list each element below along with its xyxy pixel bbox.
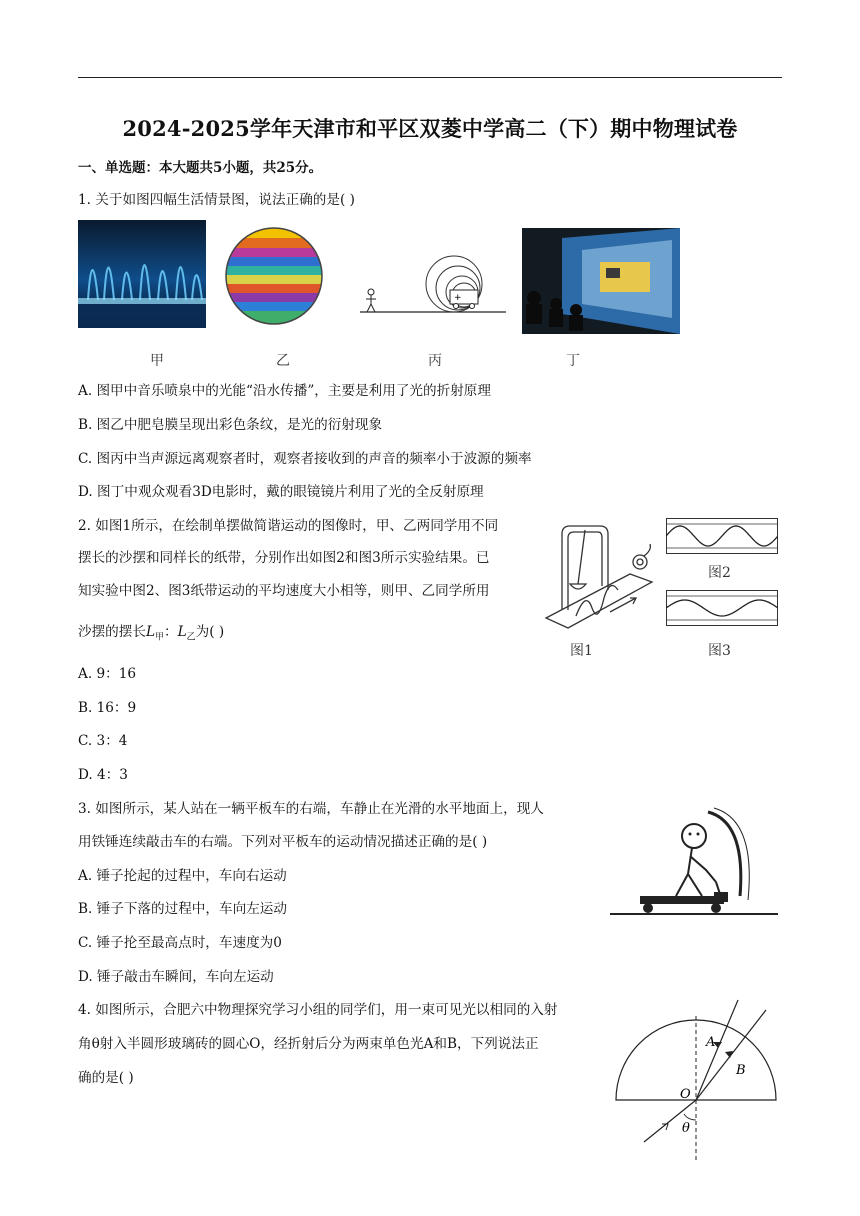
ratio-colon: ：: [164, 624, 178, 640]
q4-line-3: 确的是( ): [78, 1070, 134, 1086]
q4-line-2: 角θ射入半圆形玻璃砖的圆心O，经折射后分为两束单色光A和B，下列说法正: [78, 1036, 539, 1052]
sub-jia: 甲: [155, 632, 165, 643]
q2-option-c: C. 3：4: [78, 733, 128, 749]
q2-line-4: [78, 622, 224, 648]
3d-movie-photo: [522, 228, 680, 334]
label-B: B: [736, 1063, 746, 1078]
header-rule: [78, 77, 782, 78]
q3-line-2: 用铁锤连续敲击车的右端。下列对平板车的运动情况描述正确的是( ): [78, 834, 488, 850]
trace-fig2: [666, 518, 778, 554]
L-symbol-2: L: [177, 624, 187, 640]
q1-option-a: A. 图甲中音乐喷泉中的光能“沿水传播”，主要是利用了光的折射原理: [78, 383, 491, 399]
trace-fig3: [666, 590, 778, 626]
sand-pendulum-diagram: [540, 520, 658, 638]
fountain-photo: [78, 220, 206, 328]
q2-line-4-text: 沙摆的摆长: [78, 624, 146, 640]
soap-film-image: [224, 226, 324, 326]
q2-line-2: 摆长的沙摆和同样长的纸带，分别作出如图2和图3所示实验结果。已: [78, 550, 490, 566]
q1-stem: 1. 关于如图四幅生活情景图，说法正确的是( ): [78, 192, 355, 208]
caption-ding: 丁: [566, 353, 580, 369]
q3-line-1: 3. 如图所示，某人站在一辆平板车的右端，车静止在光滑的水平地面上，现人: [78, 801, 544, 817]
label-O: O: [680, 1087, 691, 1102]
q2-option-a: A. 9：16: [78, 666, 136, 682]
q2-option-b: B. 16：9: [78, 700, 137, 716]
caption-fig3: 图3: [708, 643, 731, 659]
q1-option-c: C. 图丙中当声源远离观察者时，观察者接收到的声音的频率小于波源的频率: [78, 451, 532, 467]
doppler-ambulance-diagram: [358, 232, 508, 320]
q2-option-d: D. 4：3: [78, 767, 128, 783]
svg-text:+: +: [454, 293, 462, 303]
label-theta: θ: [682, 1121, 690, 1136]
caption-bing: 丙: [428, 353, 442, 369]
cart-hammer-diagram: [610, 804, 780, 918]
caption-fig1: 图1: [570, 643, 593, 659]
label-A: A: [706, 1035, 716, 1050]
q4-line-1: 4. 如图所示，合肥六中物理探究学习小组的同学们，用一束可见光以相同的入射: [78, 1002, 558, 1018]
caption-jia: 甲: [150, 353, 164, 369]
q1-option-d: D. 图丁中观众观看3D电影时，戴的眼镜镜片利用了光的全反射原理: [78, 484, 484, 500]
q3-option-a: A. 锤子抡起的过程中，车向右运动: [78, 868, 287, 884]
q3-option-c: C. 锤子抡至最高点时，车速度为0: [78, 935, 282, 951]
q2-tail: 为( ): [195, 624, 225, 640]
caption-yi: 乙: [276, 353, 290, 369]
L-symbol: L: [145, 624, 155, 640]
q3-option-b: B. 锤子下落的过程中，车向左运动: [78, 901, 287, 917]
page-title: 2024-2025学年天津市和平区双菱中学高二（下）期中物理试卷: [122, 116, 738, 141]
q2-line-1: 2. 如图1所示，在绘制单摆做简谐运动的图像时，甲、乙两同学用不同: [78, 518, 499, 534]
sub-yi: 乙: [186, 632, 196, 643]
section-heading: 一、单选题：本大题共5小题，共25分。: [78, 160, 323, 176]
q1-option-b: B. 图乙中肥皂膜呈现出彩色条纹，是光的衍射现象: [78, 417, 383, 433]
caption-fig2: 图2: [708, 565, 731, 581]
q3-option-d: D. 锤子敲击车瞬间，车向左运动: [78, 969, 274, 985]
semicircle-refraction-diagram: [612, 996, 782, 1162]
q2-line-3: 知实验中图2、图3纸带运动的平均速度大小相等，则甲、乙同学所用: [78, 583, 490, 599]
